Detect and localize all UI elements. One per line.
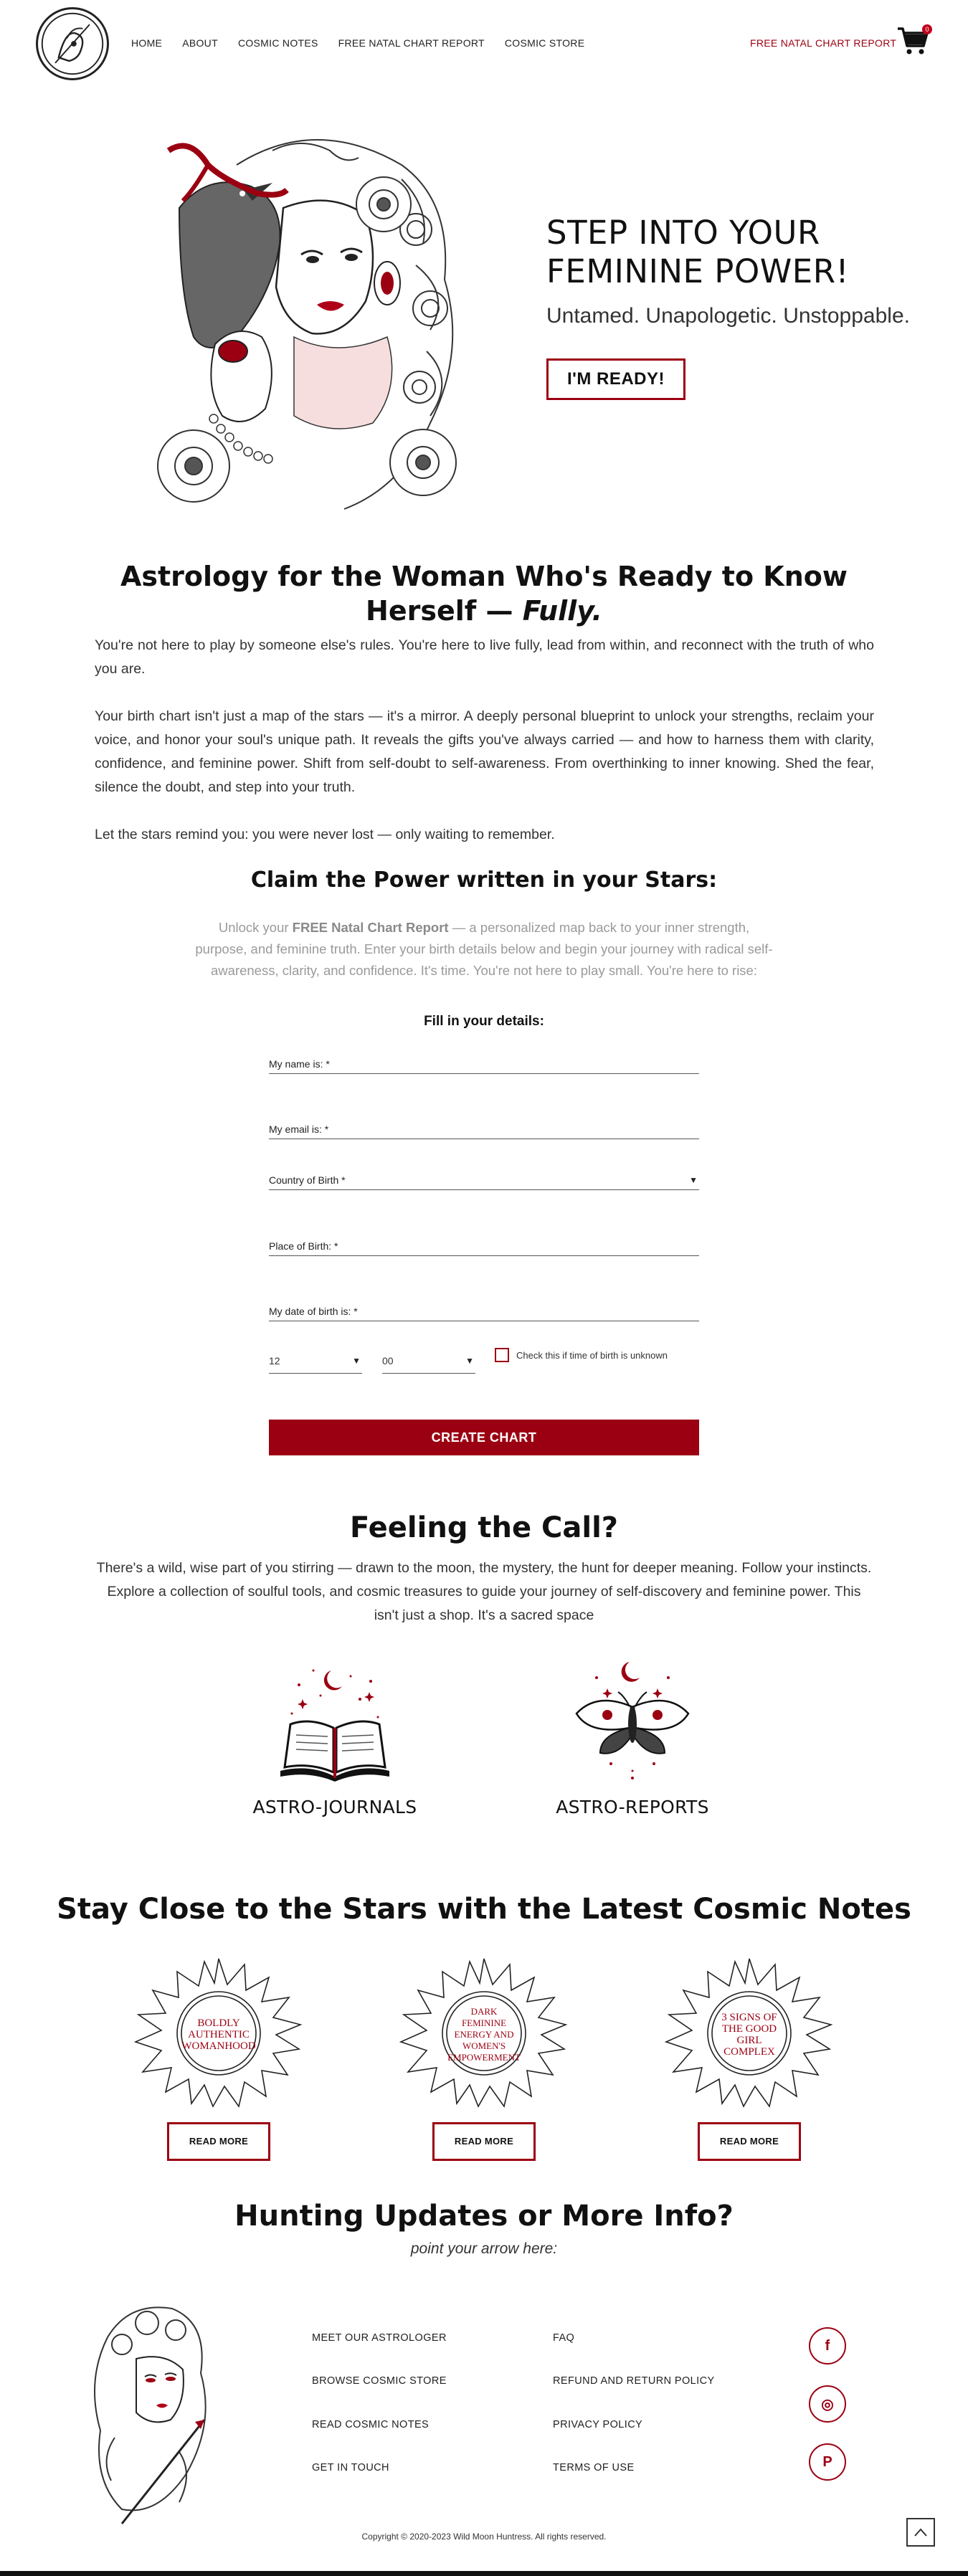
claim-description (194, 917, 774, 982)
cart-count-badge: 0 (922, 24, 932, 34)
claim-desc-bold: FREE Natal Chart Report (292, 920, 449, 935)
hero-subtitle: Untamed. Unapologetic. Unstoppable. (546, 304, 910, 328)
pinterest-link[interactable] (809, 2443, 846, 2481)
email-field (269, 1119, 699, 1139)
chevron-down-icon: ▼ (689, 1175, 698, 1185)
main-nav (131, 37, 584, 49)
claim-desc-suffix: — a personalized map back to your inner strength, purpose, and feminine truth. Enter your birth details below and begin your journey with radical self-awareness, clarity, and confidence. It's time. You're not here to play small. You're here to rise: (195, 920, 773, 978)
hour-field (269, 1348, 362, 1374)
intro-title-main: Astrology for the Woman Who's Ready to Know Herself — (120, 561, 848, 627)
hero-text-block (546, 214, 919, 400)
intro-title (93, 559, 875, 628)
minute-select[interactable] (382, 1348, 475, 1373)
intro-title-emphasis: Fully. (522, 595, 602, 627)
read-more-button[interactable]: READ MORE (167, 2122, 270, 2161)
footer-link-terms[interactable]: TERMS OF USE (553, 2462, 635, 2473)
note-card (663, 1956, 835, 2161)
footer-link-browse-store[interactable]: BROWSE COSMIC STORE (312, 2375, 447, 2387)
site-header (0, 0, 968, 86)
note-title: BOLDLY AUTHENTIC WOMANHOOD (181, 2017, 256, 2052)
intro-paragraph: Your birth chart isn't just a map of the stars — it's a mirror. A deeply personal blueprint to unlock your strengths, reclaim your voice, and honor your soul's unique path. It reveals the gifts you've always carried — and how to harness them with clarity, confidence, and feminine power. Shift from self-doubt to self-awareness. From overthinking to inner knowing. Shed the fear, silence the doubt, and step into your truth. (95, 708, 874, 795)
intro-body (95, 634, 874, 870)
nav-free-natal-chart[interactable]: FREE NATAL CHART REPORT (338, 37, 485, 49)
sun-frame (663, 1956, 835, 2109)
scroll-to-top-button[interactable] (906, 2518, 935, 2547)
intro-paragraph: Let the stars remind you: you were never lost — only waiting to remember. (95, 827, 555, 842)
updates-title: Hunting Updates or More Info? (234, 2200, 734, 2233)
facebook-link[interactable] (809, 2327, 846, 2364)
hour-select[interactable] (269, 1348, 362, 1373)
instagram-icon: ◎ (821, 2396, 834, 2413)
feeling-body: There's a wild, wise part of you stirring — drawn to the moon, the mystery, the hunt for deeper meaning. Follow your instincts. Explore a collection of soulful tools, and cosmic treasures to guide your journey of self-discovery and feminine power. This isn't just a shop. It's a sacred space (96, 1560, 872, 1623)
claim-desc-prefix: Unlock your (218, 920, 293, 935)
instagram-link[interactable] (809, 2385, 846, 2423)
moth-moon-icon (568, 1656, 697, 1785)
dob-field (269, 1301, 699, 1321)
open-book-moon-icon (270, 1656, 399, 1785)
note-card (133, 1956, 305, 2161)
name-input[interactable] (269, 1054, 699, 1073)
note-card (398, 1956, 570, 2161)
sun-frame (133, 1956, 305, 2109)
pinterest-icon: P (822, 2453, 832, 2470)
footer-link-cosmic-notes[interactable]: READ COSMIC NOTES (312, 2419, 430, 2430)
read-more-button[interactable]: READ MORE (432, 2122, 536, 2161)
create-chart-button[interactable]: CREATE CHART (269, 1420, 699, 1455)
chevron-down-icon: ▼ (352, 1356, 361, 1366)
dob-input[interactable] (269, 1301, 699, 1321)
notes-title: Stay Close to the Stars with the Latest Cosmic Notes (57, 1893, 911, 1926)
product-astro-journals[interactable] (227, 1656, 442, 1817)
time-unknown-checkbox[interactable] (495, 1348, 509, 1362)
nav-home[interactable]: HOME (131, 37, 163, 49)
header-cta-natal-chart[interactable]: FREE NATAL CHART REPORT (750, 37, 897, 49)
chevron-down-icon: ▼ (465, 1356, 474, 1366)
hero-title: STEP INTO YOUR FEMININE POWER! (546, 214, 850, 290)
fill-details-label: Fill in your details: (424, 1014, 544, 1029)
cart-button[interactable] (896, 24, 932, 59)
footer-link-privacy-policy[interactable]: PRIVACY POLICY (553, 2419, 643, 2430)
feeling-title: Feeling the Call? (349, 1511, 619, 1544)
facebook-icon: f (825, 2337, 830, 2354)
nav-cosmic-store[interactable]: COSMIC STORE (504, 37, 585, 49)
nav-about[interactable]: ABOUT (182, 37, 218, 49)
huntress-logo-icon (38, 9, 107, 78)
time-unknown-text: Check this if time of birth is unknown (516, 1349, 668, 1361)
sun-frame (398, 1956, 570, 2109)
country-select[interactable] (269, 1170, 699, 1189)
product-label: ASTRO-REPORTS (556, 1797, 709, 1817)
footer-link-meet-astrologer[interactable]: MEET OUR ASTROLOGER (312, 2332, 447, 2344)
footer-link-refund-policy[interactable]: REFUND AND RETURN POLICY (553, 2375, 715, 2387)
footer-link-faq[interactable]: FAQ (553, 2332, 575, 2344)
footer-link-get-in-touch[interactable]: GET IN TOUCH (312, 2462, 389, 2473)
country-field (269, 1170, 699, 1190)
minute-field (382, 1348, 475, 1374)
intro-paragraph: You're not here to play by someone else's rules. You're here to live fully, lead from within, and reconnect with the truth of who you are. (95, 637, 874, 677)
footer-illustration (79, 2294, 229, 2531)
hero-illustration (129, 122, 495, 523)
copyright-text: Copyright © 2020-2023 Wild Moon Huntress. All rights reserved. (361, 2532, 607, 2542)
read-more-button[interactable]: READ MORE (698, 2122, 801, 2161)
note-title: 3 SIGNS OF THE GOOD GIRL COMPLEX (721, 2012, 777, 2058)
note-title: DARK FEMININE ENERGY AND WOMEN'S EMPOWERMENT (447, 2006, 521, 2063)
chevron-up-icon (914, 2527, 928, 2537)
product-astro-reports[interactable] (525, 1656, 740, 1817)
im-ready-button[interactable]: I'M READY! (546, 358, 685, 400)
nav-cosmic-notes[interactable]: COSMIC NOTES (237, 37, 318, 49)
email-input[interactable] (269, 1119, 699, 1139)
product-label: ASTRO-JOURNALS (252, 1797, 417, 1817)
site-logo[interactable] (36, 7, 109, 80)
name-field (269, 1054, 699, 1074)
place-field (269, 1236, 699, 1256)
place-input[interactable] (269, 1236, 699, 1255)
time-unknown-checkbox-label[interactable] (495, 1348, 668, 1362)
bottom-bar (0, 2571, 968, 2576)
updates-subtitle: point your arrow here: (410, 2240, 558, 2257)
claim-title: Claim the Power written in your Stars: (250, 868, 718, 893)
